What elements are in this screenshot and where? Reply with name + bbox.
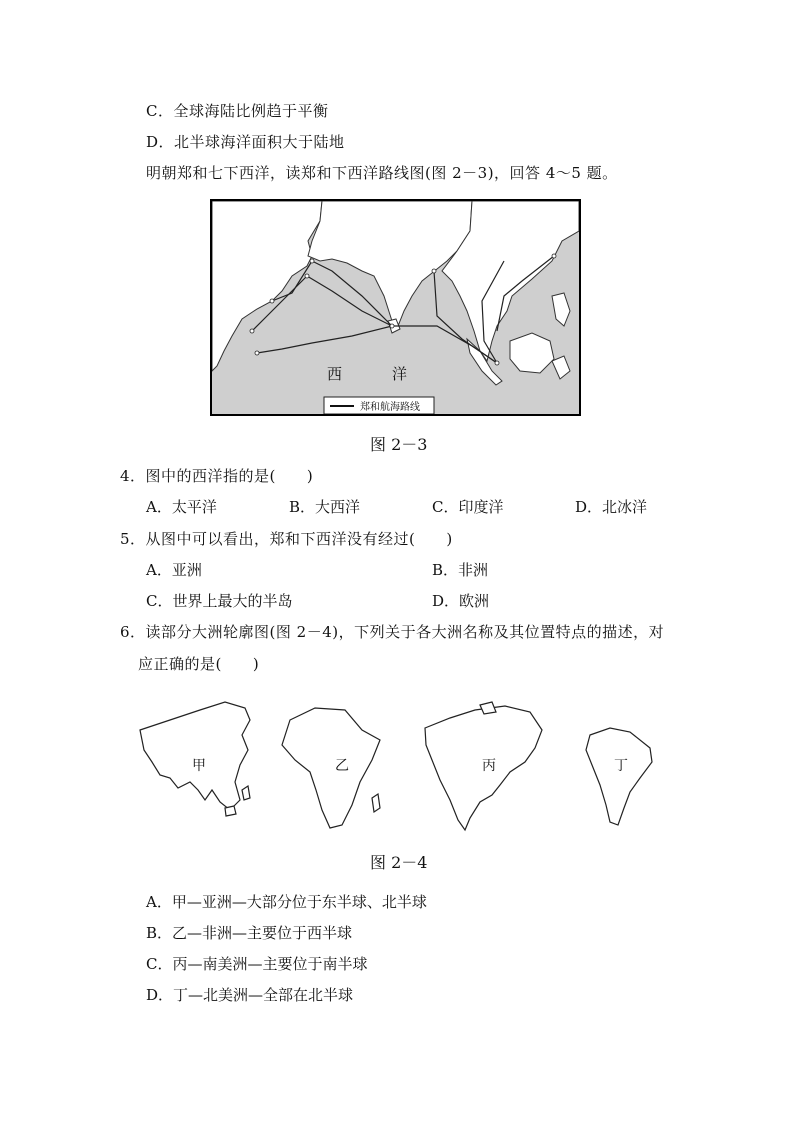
port-marker xyxy=(310,259,314,263)
continent-outline-yi xyxy=(282,708,380,828)
ocean-label-sea: 洋 xyxy=(392,365,408,383)
legend-label: 郑和航海路线 xyxy=(360,402,420,413)
q4-option-d: D．北冰洋 xyxy=(575,498,648,516)
continent-outlines xyxy=(130,690,660,840)
continent-outline-ding xyxy=(586,728,652,825)
q4-option-b: B．大西洋 xyxy=(289,498,361,516)
continent-outline-jia xyxy=(140,702,250,810)
port-marker xyxy=(390,324,394,328)
zheng-he-route-map xyxy=(210,199,581,416)
port-marker xyxy=(255,351,259,355)
ocean-label-west: 西 xyxy=(327,365,343,383)
land-islands xyxy=(552,356,570,379)
figure-caption-2-4: 图 2－4 xyxy=(370,853,428,872)
port-marker xyxy=(495,361,499,365)
q5-option-d: D．欧洲 xyxy=(432,592,490,610)
intro-text: 明朝郑和七下西洋，读郑和下西洋路线图(图 2－3)，回答 4～5 题。 xyxy=(146,164,618,182)
land-borneo xyxy=(510,333,554,373)
q6-option-d: D．丁—北美洲—全部在北半球 xyxy=(146,986,354,1004)
island-outline xyxy=(242,786,250,800)
continent-label-yi: 乙 xyxy=(335,758,349,774)
q6-stem-line2: 应正确的是( ) xyxy=(138,655,260,673)
continent-label-bing: 丙 xyxy=(482,758,496,774)
q6-option-a: A．甲—亚洲—大部分位于东半球、北半球 xyxy=(146,893,427,911)
q5-option-c: C．世界上最大的半岛 xyxy=(146,592,293,610)
q3-option-c: C．全球海陆比例趋于平衡 xyxy=(146,102,329,120)
q6-option-b: B．乙—非洲—主要位于西半球 xyxy=(146,924,353,942)
q5-option-a: A．亚洲 xyxy=(146,561,202,579)
q5-option-b: B．非洲 xyxy=(432,561,489,579)
island-outline xyxy=(372,794,380,812)
map-svg xyxy=(212,201,579,414)
q5-stem: 5．从图中可以看出，郑和下西洋没有经过( ) xyxy=(120,530,453,548)
q6-option-c: C．丙—南美洲—主要位于南半球 xyxy=(146,955,368,973)
q4-option-c: C．印度洋 xyxy=(432,498,504,516)
figure-caption-2-3: 图 2－3 xyxy=(370,435,428,454)
port-marker xyxy=(305,274,309,278)
q3-option-d: D．北半球海洋面积大于陆地 xyxy=(146,133,345,151)
q4-option-a: A．太平洋 xyxy=(146,498,217,516)
port-marker xyxy=(270,299,274,303)
port-marker xyxy=(432,269,436,273)
land-arabia xyxy=(212,201,322,371)
continent-label-jia: 甲 xyxy=(192,758,206,774)
port-marker xyxy=(250,329,254,333)
port-marker xyxy=(552,254,556,258)
q6-stem-line1: 6．读部分大洲轮廓图(图 2－4)，下列关于各大洲名称及其位置特点的描述，对 xyxy=(120,623,665,641)
continent-label-ding: 丁 xyxy=(614,758,628,774)
land-philippines xyxy=(552,293,570,326)
q4-stem: 4．图中的西洋指的是( ) xyxy=(120,467,314,485)
island-outline xyxy=(225,806,236,816)
route-line xyxy=(257,326,392,353)
